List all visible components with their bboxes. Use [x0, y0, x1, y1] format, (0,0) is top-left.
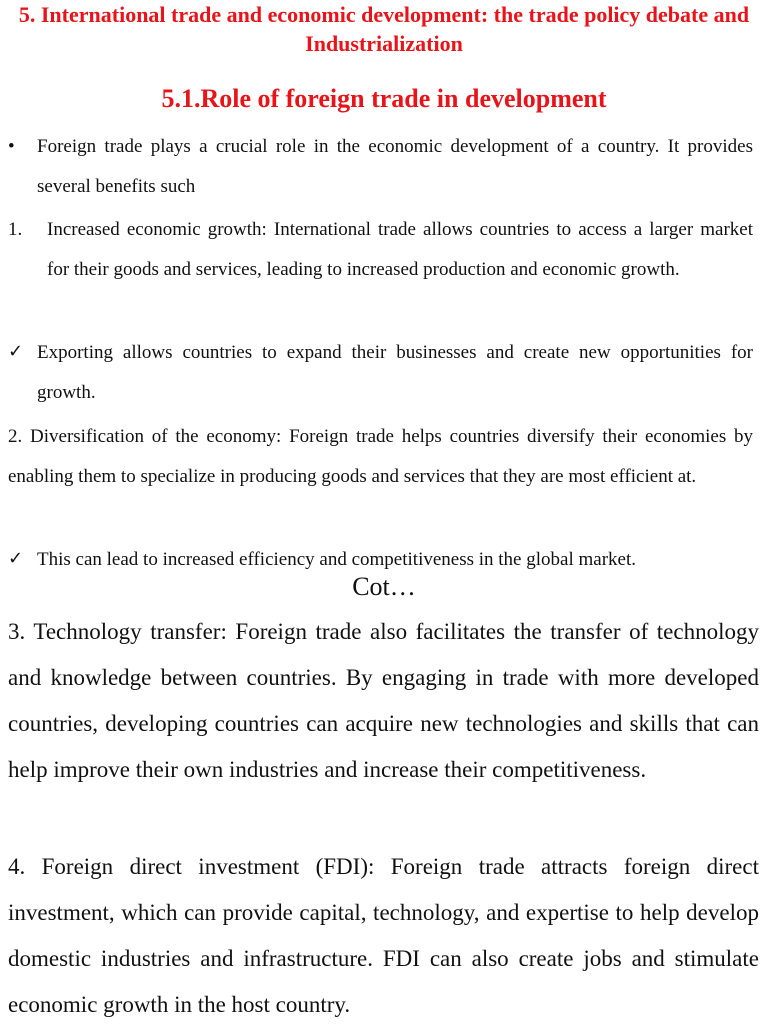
point-4-paragraph: 4. Foreign direct investment (FDI): Foreign trade attracts foreign direct investment, which can provide capital, technology, and expertise to help develop domestic industries and infrastructure. FDI can also create jobs and stimulate economic growth in the host country.	[8, 854, 759, 1017]
check-1-paragraph: Exporting allows countries to expand their businesses and create new opportunities for growth.	[37, 342, 753, 403]
point-3-paragraph: 3. Technology transfer: Foreign trade also facilitates the transfer of technology and knowledge between countries. By engaging in trade with more developed countries, developing countries can acquire new technologies and skills that can help improve their own industries and increase their competitiveness.	[8, 619, 759, 782]
point-2-paragraph: 2. Diversification of the economy: Foreign trade helps countries diversify their economies by enabling them to specialize in producing goods and services that they are most efficient at.	[8, 426, 753, 487]
check-icon: ✓	[8, 341, 24, 362]
list-number-1: 1.	[8, 219, 23, 240]
intro-paragraph: Foreign trade plays a crucial role in the economic development of a country. It provides several benefits such	[37, 136, 753, 197]
continued-heading: Cot…	[352, 572, 416, 601]
bullet-icon: •	[8, 136, 15, 157]
section-heading: 5.1.Role of foreign trade in development	[161, 84, 607, 113]
point-1-paragraph: Increased economic growth: International trade allows countries to access a larger market for their goods and services, leading to increased production and economic growth.	[47, 219, 753, 280]
check-icon: ✓	[8, 548, 24, 569]
page-title: 5. International trade and economic development: the trade policy debate and Industrialization	[18, 2, 750, 56]
check-2-paragraph: This can lead to increased efficiency and competitiveness in the global market.	[37, 549, 636, 570]
